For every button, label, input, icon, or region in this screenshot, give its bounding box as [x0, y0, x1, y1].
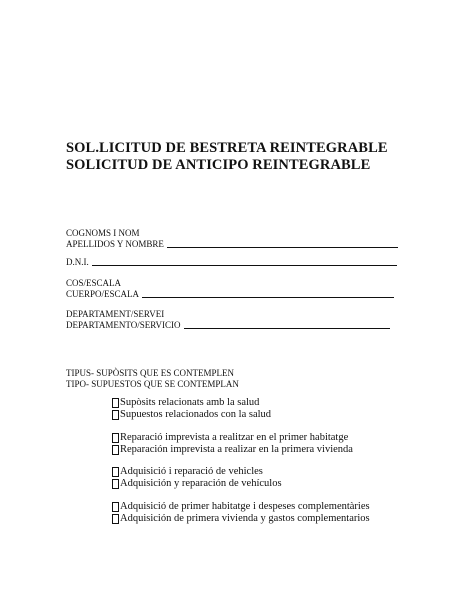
- checkbox-repair-home[interactable]: [112, 433, 119, 443]
- department-field: [66, 309, 390, 331]
- checkbox-first-home-es[interactable]: [112, 514, 119, 524]
- option-first-home-spanish: Adquisición de primera vivienda y gastos complementarios: [120, 513, 370, 524]
- cuerpo-label-spanish: CUERPO/ESCALA: [66, 289, 140, 299]
- title-catalan: SOL.LICITUD DE BESTRETA REINTEGRABLE: [66, 140, 388, 156]
- option-vehicles: [112, 466, 282, 490]
- name-field: [66, 228, 398, 250]
- dni-input-line[interactable]: [92, 265, 397, 266]
- checkbox-health[interactable]: [112, 398, 119, 408]
- cuerpo-label-catalan: COS/ESCALA: [66, 278, 122, 288]
- checkbox-vehicles[interactable]: [112, 467, 119, 477]
- title-spanish: SOLICITUD DE ANTICIPO REINTEGRABLE: [66, 157, 371, 173]
- name-label-spanish: APELLIDOS Y NOMBRE: [66, 239, 164, 249]
- option-health-catalan: Supòsits relacionats amb la salud: [120, 397, 260, 408]
- department-input-line[interactable]: [184, 328, 390, 329]
- tipus-label-spanish: TIPO- SUPUESTOS QUE SE CONTEMPLAN: [66, 379, 239, 389]
- tipus-label-catalan: TIPUS- SUPÒSITS QUE ES CONTEMPLEN: [66, 368, 235, 378]
- option-first-home: [112, 501, 370, 525]
- option-repair-home: [112, 432, 353, 456]
- checkbox-vehicles-es[interactable]: [112, 479, 119, 489]
- tipus-section-label: [66, 368, 239, 390]
- dni-field: [66, 257, 397, 268]
- checkbox-repair-home-es[interactable]: [112, 445, 119, 455]
- form-title: [66, 140, 388, 174]
- checkbox-health-es[interactable]: [112, 410, 119, 420]
- cuerpo-escala-field: [66, 278, 394, 300]
- option-vehicles-catalan: Adquisició i reparació de vehicles: [120, 466, 263, 477]
- department-label-spanish: DEPARTAMENTO/SERVICIO: [66, 320, 181, 330]
- dni-label: D.N.I.: [66, 257, 89, 267]
- option-repair-home-catalan: Reparació imprevista a realitzar en el primer habitatge: [120, 432, 349, 443]
- name-input-line[interactable]: [167, 247, 398, 248]
- name-label-catalan: COGNOMS I NOM: [66, 228, 140, 238]
- department-label-catalan: DEPARTAMENT/SERVEI: [66, 309, 165, 319]
- cuerpo-input-line[interactable]: [142, 297, 394, 298]
- option-vehicles-spanish: Adquisición y reparación de vehículos: [120, 478, 282, 489]
- option-repair-home-spanish: Reparación imprevista a realizar en la primera vivienda: [120, 444, 353, 455]
- option-health-spanish: Supuestos relacionados con la salud: [120, 409, 272, 420]
- option-health: [112, 397, 271, 421]
- option-first-home-catalan: Adquisició de primer habitatge i despeses complementàries: [120, 501, 370, 512]
- checkbox-first-home[interactable]: [112, 502, 119, 512]
